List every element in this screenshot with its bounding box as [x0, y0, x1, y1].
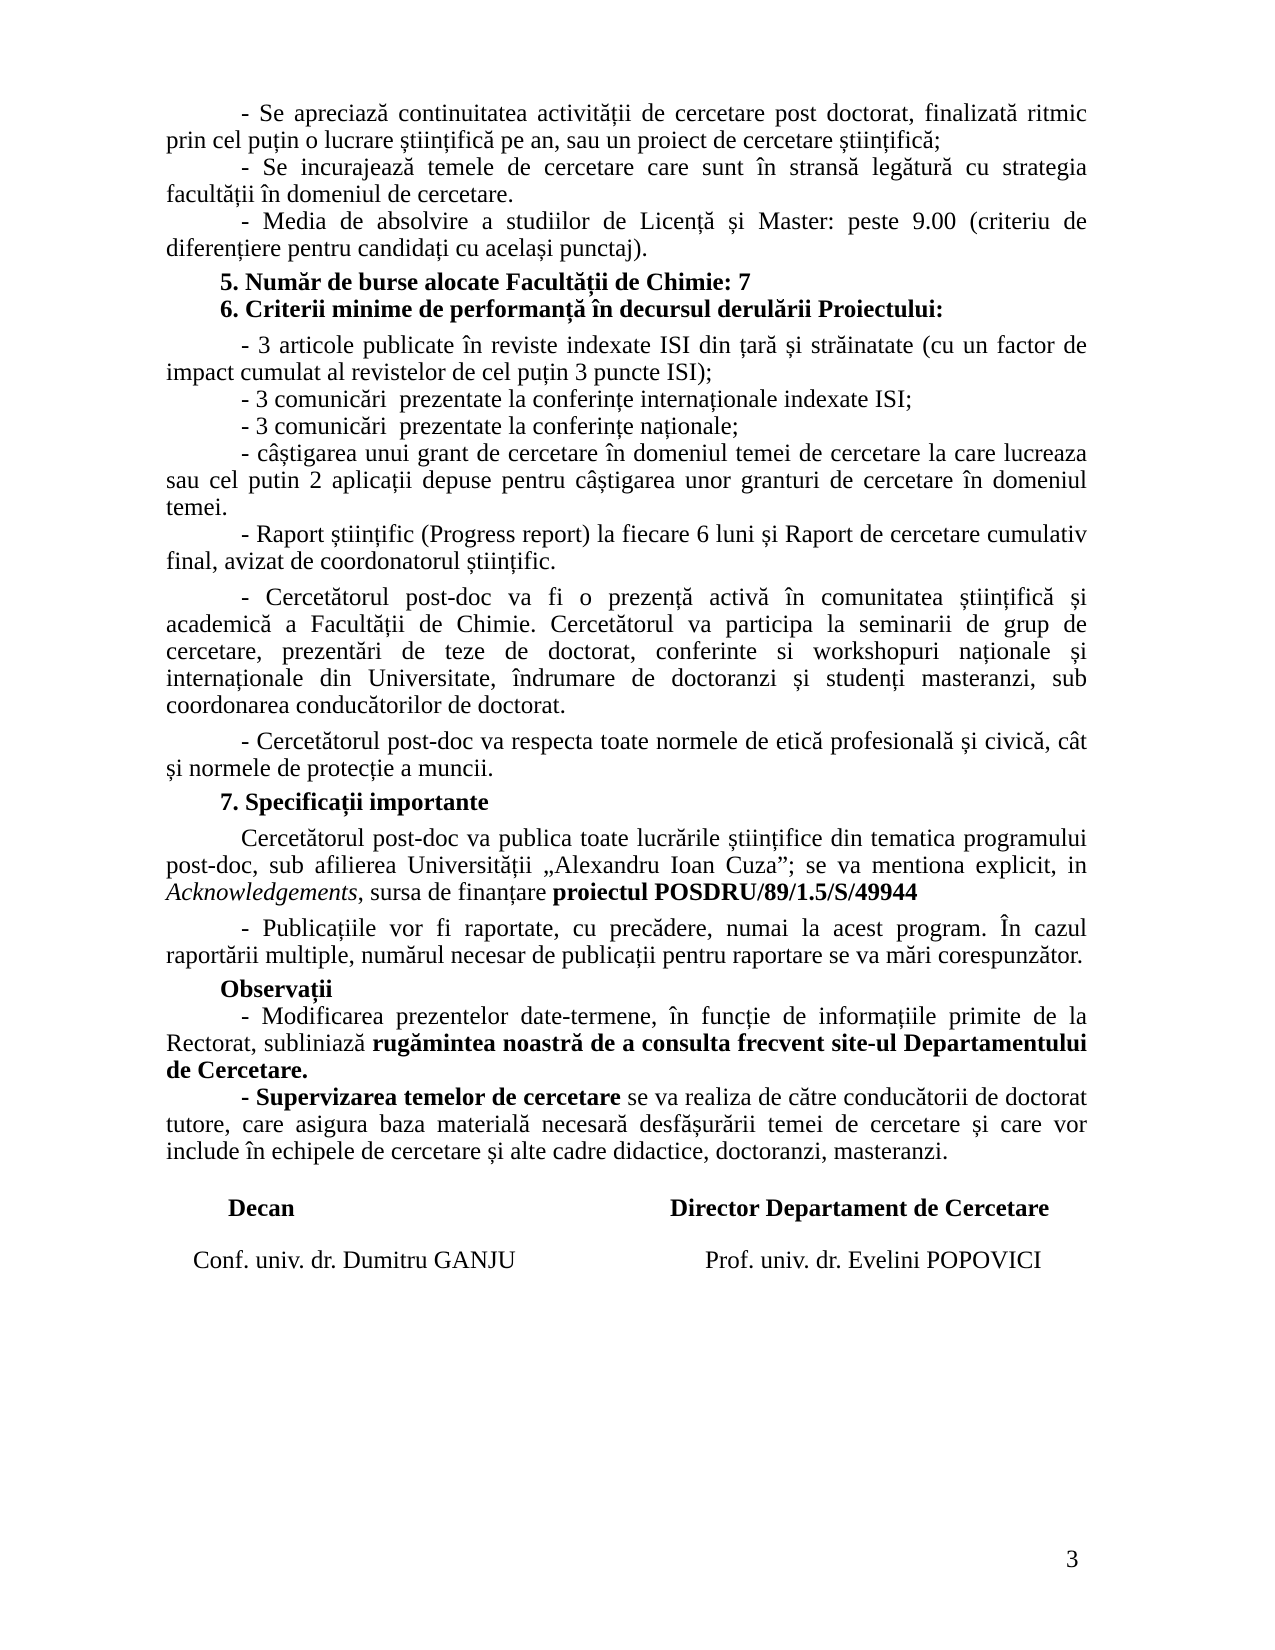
bullet-raport-stiintific: - Raport științific (Progress report) la fiecare 6 luni și Raport de cercetare cumulativ final, avizat de coordonatorul științific. [166, 521, 1087, 575]
para-incurajare-teme: - Se incurajează temele de cercetare care sunt în stransă legătură cu strategia facultății în domeniul de cercetare. [166, 154, 1087, 208]
para-supervizare-teme: - Supervizarea temelor de cercetare se va realiza de către conducătorii de doctorat tutore, care asigura baza materială necesară desfășurării temei de cercetare și care vor include în echipele de cercetare și alte cadre didactice, doctoranzi, masteranzi. [166, 1084, 1087, 1165]
para-etica-profesionala: - Cercetătorul post-doc va respecta toate normele de etică profesională și civică, cât și normele de protecție a muncii. [166, 728, 1087, 782]
para-prezenta-activa: - Cercetătorul post-doc va fi o prezență activă în comunitatea științifică și academică a Facultății de Chimie. Cercetătorul va participa la seminarii de grup de cercetare, prezentări de teze de doctorat, conferinte si workshopuri naționale și internaționale din Universitate, îndrumare de doctoranzi și studenți masteranzi, sub coordonarea conducătorilor de doctorat. [166, 584, 1087, 719]
signature-title-director-departament: Director Departament de Cercetare [670, 1195, 1050, 1222]
page-number: 3 [1066, 1546, 1079, 1573]
signature-name-director: Prof. univ. dr. Evelini POPOVICI [705, 1247, 1042, 1274]
bullet-comunicari-nationale: - 3 comunicări prezentate la conferințe naționale; [241, 413, 739, 440]
para-raportare-publicatii: - Publicațiile vor fi raportate, cu precădere, numai la acest program. În cazul raportării multiple, numărul necesar de publicații pentru raportare se va mări corespunzător. [166, 915, 1087, 969]
para-media-absolvire: - Media de absolvire a studiilor de Licență și Master: peste 9.00 (criteriu de diferențiere pentru candidați cu același punctaj). [166, 208, 1087, 262]
document-body [166, 100, 1087, 1165]
bullet-articole-isi: - 3 articole publicate în reviste indexate ISI din țară și străinatate (cu un factor de impact cumulat al revistelor de cel puțin 3 puncte ISI); [166, 332, 1087, 386]
signature-title-decan: Decan [228, 1195, 295, 1222]
para-continuitate-cercetare: - Se apreciază continuitatea activității de cercetare post doctorat, finalizată ritmic prin cel puțin o lucrare științifică pe an, sau un proiect de cercetare științifică; [166, 100, 1087, 154]
bullet-castigare-grant: - câștigarea unui grant de cercetare în domeniul temei de cercetare la care lucreaza sau cel putin 2 aplicații depuse pentru câștigarea unor granturi de cercetare în domeniul temei. [166, 440, 1087, 521]
heading-observatii: Observații [220, 976, 333, 1003]
bullet-comunicari-internationale: - 3 comunicări prezentate la conferințe internaționale indexate ISI; [241, 386, 913, 413]
heading-numar-burse: 5. Număr de burse alocate Facultății de Chimie: 7 [220, 269, 751, 296]
heading-criterii-minime: 6. Criterii minime de performanță în decursul derulării Proiectului: [220, 296, 944, 323]
para-publicare-lucrari: Cercetătorul post-doc va publica toate lucrările științifice din tematica programului post-doc, sub afilierea Universității „Alexandru Ioan Cuza”; se va mentiona explicit, in Acknowledgements, sursa de finanțare proiectul POSDRU/89/1.5/S/49944 [166, 825, 1087, 906]
heading-specificatii-importante: 7. Specificații importante [220, 789, 489, 816]
para-modificare-termene: - Modificarea prezentelor date-termene, în funcție de informațiile primite de la Rectorat, subliniază rugămintea noastră de a consulta frecvent site-ul Departamentului de Cercetare. [166, 1003, 1088, 1084]
signature-name-decan: Conf. univ. dr. Dumitru GANJU [193, 1247, 516, 1274]
